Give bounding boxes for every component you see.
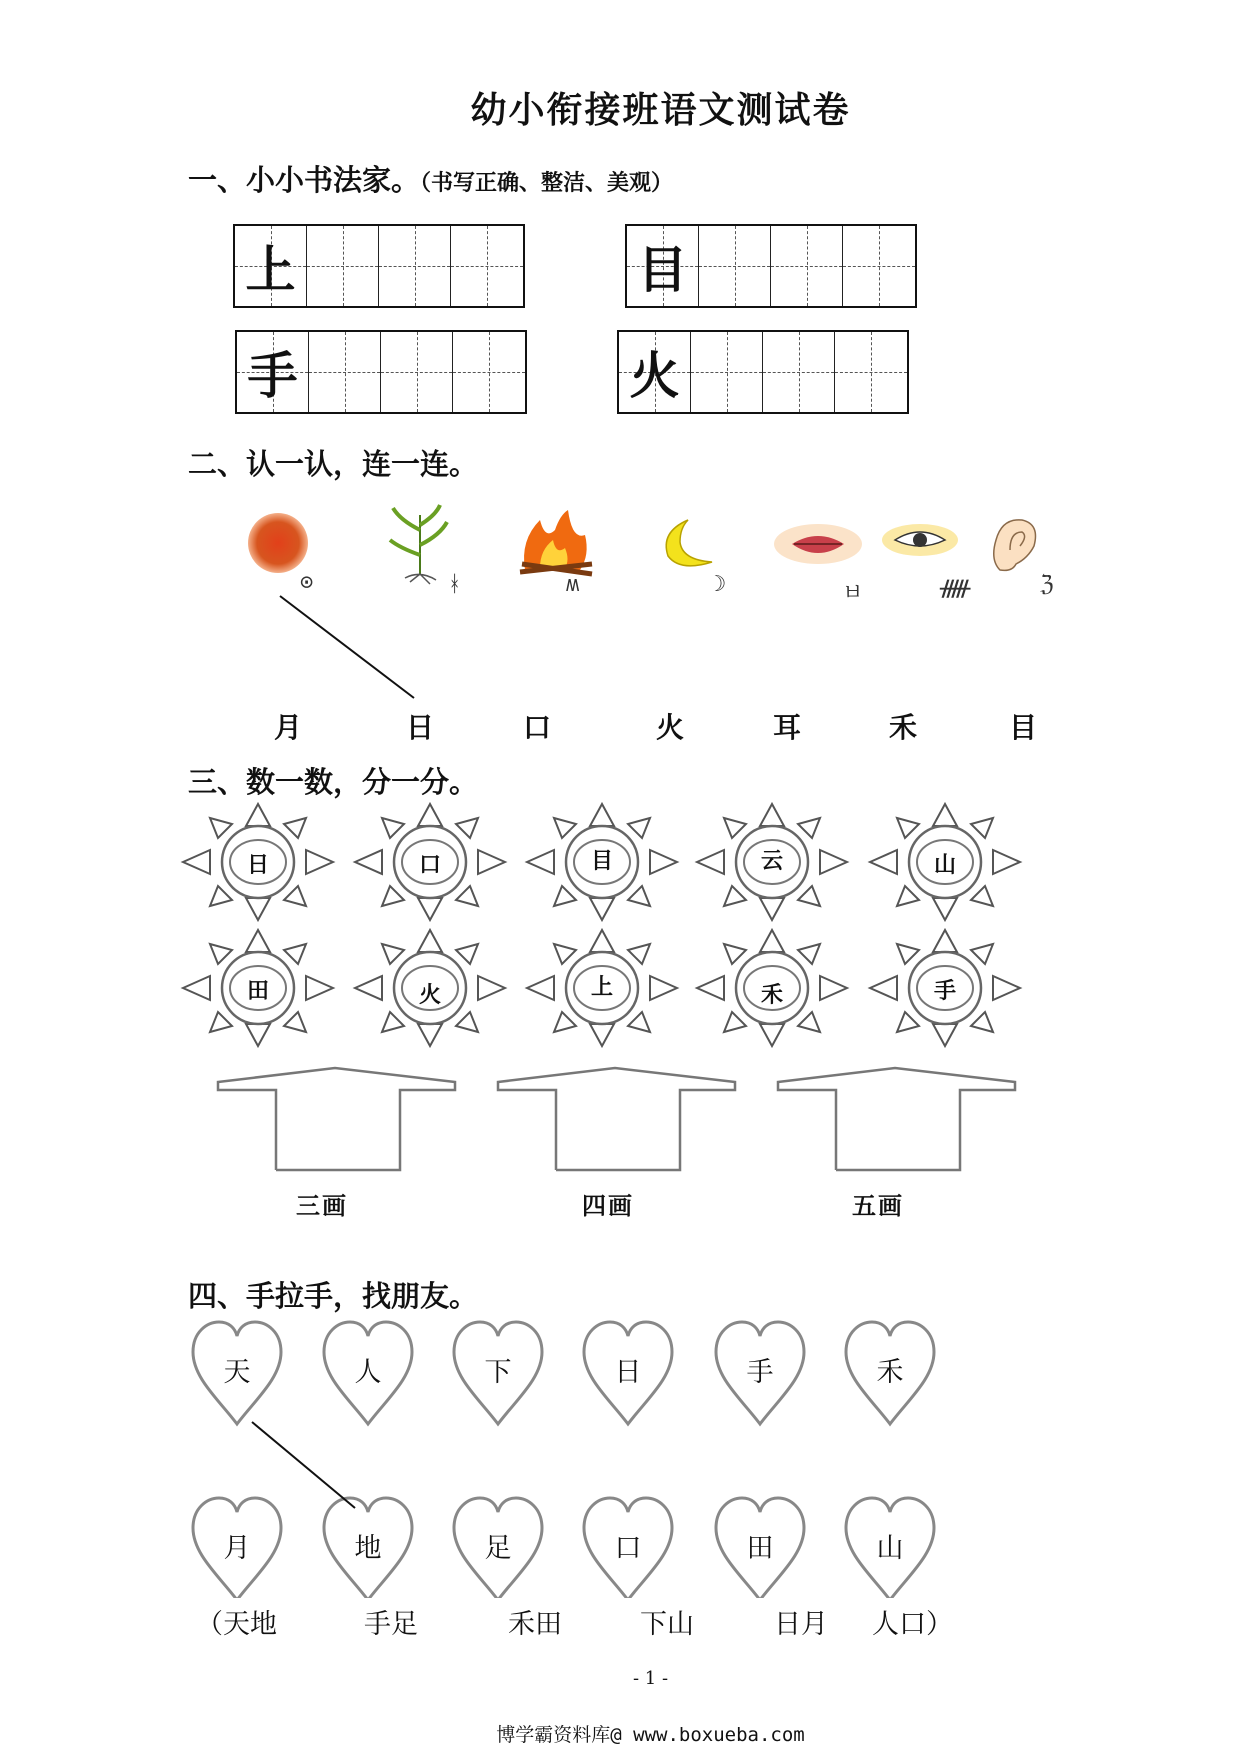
sun-char-ri: 日 <box>246 853 269 878</box>
heart-char-kou: 口 <box>614 1533 642 1564</box>
section1-heading-text: 一、小小书法家。 <box>188 163 421 197</box>
grid-cell[interactable] <box>763 332 835 412</box>
heart-char-xia: 下 <box>484 1357 512 1388</box>
sun-char-shan: 山 <box>933 853 956 878</box>
sun-char-huo: 火 <box>418 983 441 1008</box>
category-label-5: 五画 <box>852 1192 904 1220</box>
answer-pair: 日月 <box>774 1609 828 1640</box>
heart-char-shan: 山 <box>876 1533 904 1564</box>
sun-char-shou: 手 <box>933 979 956 1004</box>
section4-heading: 四、手拉手，找朋友。 <box>188 1279 479 1313</box>
ancient-glyph-ear: ℨ <box>1040 572 1054 597</box>
sun-picture <box>248 513 308 573</box>
grid-cell[interactable] <box>691 332 763 412</box>
grid-cell[interactable] <box>771 226 843 306</box>
heart-char-ri: 日 <box>614 1357 642 1388</box>
answer-pair: （天地 <box>196 1609 277 1640</box>
footer-watermark[interactable]: 博学霸资料库@ www.boxueba.com <box>496 1724 805 1746</box>
grid-cell[interactable] <box>309 332 381 412</box>
answer-pair: 手足 <box>364 1609 418 1640</box>
heart-char-shou: 手 <box>746 1357 774 1388</box>
label-kou[interactable]: 口 <box>522 711 551 744</box>
ear-picture <box>994 520 1036 571</box>
section3-heading: 三、数一数，分一分。 <box>188 765 479 799</box>
model-char: 火 <box>629 347 680 405</box>
heart-char-he: 禾 <box>876 1357 904 1388</box>
sun-char-kou: 口 <box>418 853 441 878</box>
ancient-glyph-grain: ᚼ <box>448 572 462 597</box>
heart-char-zu: 足 <box>484 1533 512 1564</box>
grid-cell-example <box>237 332 309 412</box>
grid-cell[interactable] <box>835 332 907 412</box>
label-yue[interactable]: 月 <box>273 711 302 744</box>
page-number: - 1 - <box>632 1668 669 1689</box>
ancient-glyph-sun: ⊙ <box>300 570 314 595</box>
grid-cell-example <box>235 226 307 306</box>
grid-cell[interactable] <box>699 226 771 306</box>
writing-grid-2 <box>625 224 917 308</box>
grid-cell[interactable] <box>307 226 379 306</box>
house-category-3[interactable] <box>218 1068 455 1170</box>
house-category-4[interactable] <box>498 1068 735 1170</box>
sun-char-he: 禾 <box>760 983 783 1008</box>
grid-cell[interactable] <box>451 226 523 306</box>
grid-cell[interactable] <box>453 332 525 412</box>
grain-plant-picture <box>390 505 447 584</box>
fire-picture <box>520 510 592 574</box>
moon-picture <box>666 520 712 566</box>
ancient-glyph-moon: ☽ <box>713 572 727 597</box>
grid-cell[interactable] <box>379 226 451 306</box>
answer-pair: 人口） <box>872 1609 953 1640</box>
page-title: 幼小衔接班语文测试卷 <box>470 89 851 131</box>
grid-cell[interactable] <box>843 226 915 306</box>
ancient-glyph-eye: ᚏ <box>940 576 971 601</box>
heart-char-tian2: 田 <box>746 1533 774 1564</box>
heart-char-di: 地 <box>354 1533 382 1564</box>
house-category-5[interactable] <box>778 1068 1015 1170</box>
model-char: 上 <box>245 241 296 299</box>
sun-char-tian: 田 <box>246 979 269 1004</box>
writing-grid-4 <box>617 330 909 414</box>
example-connection-line-1 <box>0 590 1241 710</box>
writing-grid-3 <box>235 330 527 414</box>
eye-picture <box>882 524 958 556</box>
model-char: 目 <box>637 241 688 299</box>
grid-cell[interactable] <box>381 332 453 412</box>
grid-cell-example <box>619 332 691 412</box>
sun-char-shang: 上 <box>590 975 613 1000</box>
heart-char-ren: 人 <box>354 1357 382 1388</box>
answer-pair: 下山 <box>640 1609 694 1640</box>
label-huo[interactable]: 火 <box>655 711 684 744</box>
sun-char-yun: 云 <box>760 849 783 874</box>
section1-note: （书写正确、整洁、美观） <box>420 170 674 196</box>
category-label-3: 三画 <box>296 1192 348 1220</box>
grid-cell-example <box>627 226 699 306</box>
section1-heading <box>188 158 673 199</box>
model-char: 手 <box>247 347 298 405</box>
category-houses <box>0 1060 1241 1180</box>
heart-char-yue: 月 <box>223 1533 251 1564</box>
mouth-picture <box>774 524 862 564</box>
label-he[interactable]: 禾 <box>888 711 917 744</box>
category-label-4: 四画 <box>582 1192 634 1220</box>
sun-badges <box>0 800 1241 1050</box>
label-ri[interactable]: 日 <box>405 711 434 744</box>
answer-pair: 禾田 <box>508 1609 562 1640</box>
heart-char-tian: 天 <box>223 1357 251 1388</box>
section2-heading: 二、认一认，连一连。 <box>188 447 479 481</box>
label-mu[interactable]: 目 <box>1008 711 1037 744</box>
example-connection-line-2 <box>252 1422 355 1508</box>
ancient-glyph-mouth: ㅂ <box>842 581 864 606</box>
ancient-glyph-fire: ʍ <box>566 572 580 597</box>
writing-grid-1 <box>233 224 525 308</box>
sun-char-mu: 目 <box>590 849 613 874</box>
label-er[interactable]: 耳 <box>772 711 801 744</box>
